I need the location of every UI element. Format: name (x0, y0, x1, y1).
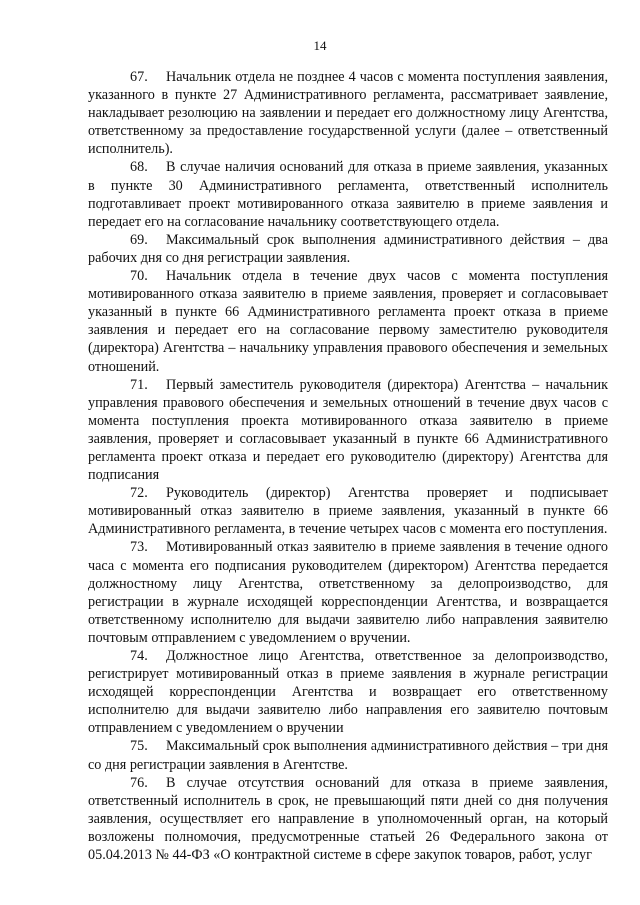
paragraph-text: Максимальный срок выполнения административного действия – два рабочих дня со дня регистрации заявления. (88, 231, 608, 266)
paragraph-73 (88, 538, 608, 647)
paragraph-text: В случае отсутствия оснований для отказа в приеме заявления, ответственный исполнитель в срок, не превышающий пяти дней со дня получения заявления, осуществляет его направление в уполномоченный орган, на который возложены полномочия, предусмотренные статьей 26 Федерального закона от 05.04.2013 № 44-ФЗ «О контрактной системе в сфере закупок товаров, работ, услуг (88, 774, 608, 864)
paragraph-text: Максимальный срок выполнения административного действия – три дня со дня регистрации заявления в Агентстве. (88, 738, 608, 773)
paragraph-text: Начальник отдела не позднее 4 часов с момента поступления заявления, указанного в пункте 27 Административного регламента, рассматривает заявление, накладывает резолюцию на заявлении и передает его должностному лицу Агентства, ответственному за предоставление государственной услуги (далее – ответственный исполнитель). (88, 69, 608, 158)
paragraph-number: 71. (130, 376, 148, 393)
paragraph-70 (88, 267, 608, 376)
paragraph-text: Начальник отдела в течение двух часов с момента поступления мотивированного отказа заявителю в приеме заявления, проверяет и согласовывает указанный в пункте 66 Административного регламента проект отказа в приеме заявления и передает его на согласование первому заместителю руководителя (директора) Агентства – начальнику управления правового обеспечения и земельных отношений. (88, 268, 608, 375)
paragraph-number: 73. (130, 539, 148, 556)
paragraph-text: Руководитель (директор) Агентства проверяет и подписывает мотивированный отказ заявителю в приеме заявления, указанный в пункте 66 Административного регламента, в течение четырех часов с момента его поступления. (88, 485, 608, 538)
paragraph-74 (88, 647, 608, 737)
paragraph-number: 69. (130, 231, 148, 248)
paragraph-text: Мотивированный отказ заявителю в приеме заявления в течение одного часа с момента его подписания руководителем (директором) Агентства передается должностному лицу Агентства, ответственному за делопроизводство, для регистрации в журнале исходящей корреспонденции Агентства, и возвращается ответственному исполнителю для выдачи заявителю либо направления заявителю почтовым отправлением с уведомлением о вручении. (88, 539, 608, 646)
paragraph-71 (88, 376, 608, 485)
paragraph-number: 68. (130, 159, 148, 176)
paragraph-number: 72. (130, 485, 148, 502)
document-body (88, 68, 608, 864)
paragraph-number: 70. (130, 268, 148, 285)
paragraph-number: 74. (130, 648, 148, 664)
page-number: 14 (313, 38, 327, 53)
paragraph-text: В случае наличия оснований для отказа в приеме заявления, указанных в пункте 30 Административного регламента, ответственный исполнитель подготавливает проект мотивированного отказа заявителю в приеме заявления и передает его на согласование начальнику соответствующего отдела. (88, 159, 608, 230)
paragraph-68 (88, 158, 608, 230)
paragraph-text: Должностное лицо Агентства, ответственное за делопроизводство, регистрирует мотивированный отказ в приеме заявления в журнале регистрации исходящей корреспонденции Агентства и возвращает его ответственному исполнителю для выдачи заявителю либо направления его заявителю почтовым отправлением с уведомлением о вручении (88, 648, 608, 737)
paragraph-number: 76. (130, 774, 148, 791)
paragraph-75 (88, 737, 608, 773)
paragraph-67 (88, 68, 608, 158)
paragraph-76 (88, 774, 608, 864)
paragraph-number: 75. (130, 738, 148, 755)
paragraph-72 (88, 484, 608, 538)
paragraph-text: Первый заместитель руководителя (директора) Агентства – начальник управления правового обеспечения и земельных отношений в течение двух часов с момента поступления проекта мотивированного отказа заявителю в приеме заявления, проверяет и согласовывает указанный в пункте 66 Административного регламента проект отказа и передает его руководителю (директору) Агентства для подписания (88, 376, 608, 484)
paragraph-69 (88, 231, 608, 267)
paragraph-number: 67. (130, 69, 148, 85)
